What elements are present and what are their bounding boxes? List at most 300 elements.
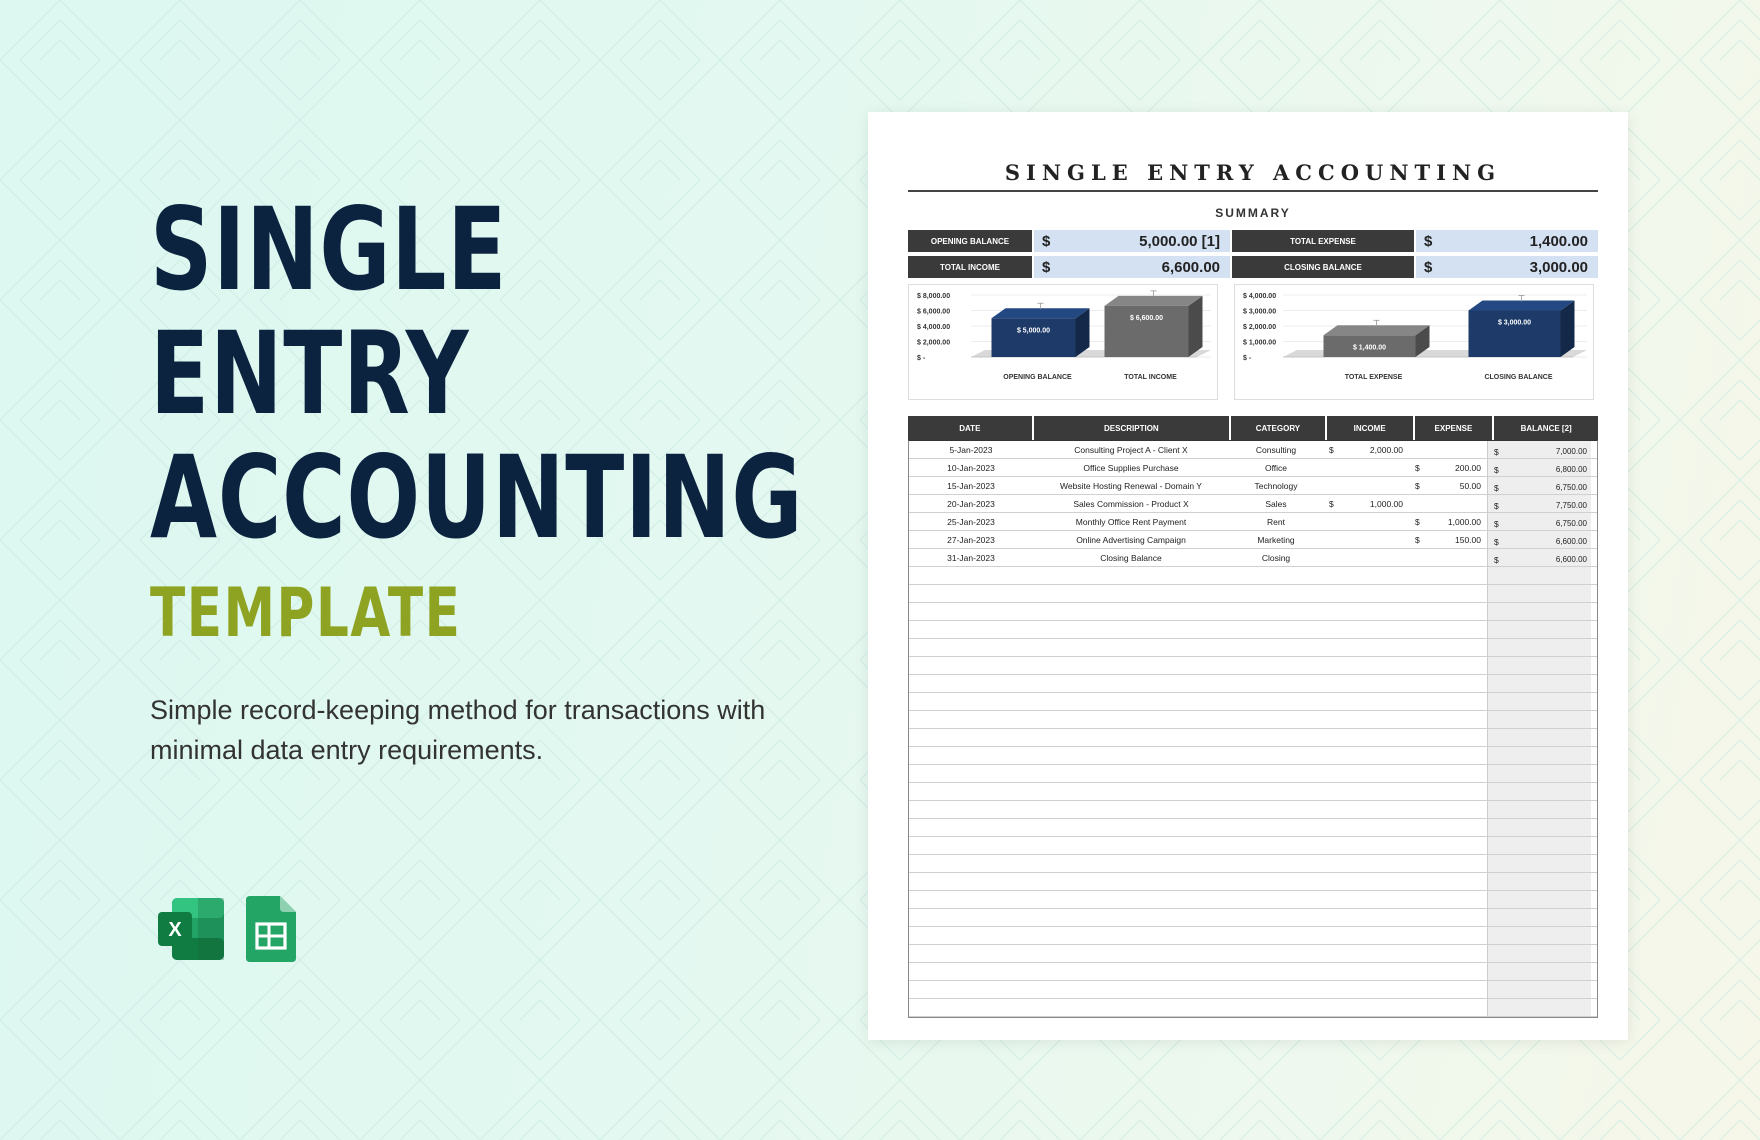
balance-cell[interactable] [1487, 945, 1591, 962]
balance-cell[interactable] [1487, 747, 1591, 764]
total-income-box [908, 256, 1230, 278]
description-cell[interactable] [1033, 747, 1229, 764]
date-cell[interactable] [909, 765, 1033, 782]
balance-cell[interactable] [1487, 477, 1591, 494]
expense-cell[interactable] [1409, 585, 1487, 602]
category-cell[interactable]: Marketing [1257, 534, 1295, 545]
currency-symbol: $ [1415, 534, 1420, 545]
currency-symbol: $ [1042, 259, 1051, 276]
empty-table-row [909, 909, 1597, 927]
date-cell[interactable] [909, 783, 1033, 800]
empty-table-row [909, 855, 1597, 873]
data-label: $ 3,000.00 [1497, 319, 1532, 327]
category-cell[interactable] [1229, 981, 1323, 998]
expense-cell[interactable] [1409, 927, 1487, 944]
balance-cell[interactable] [1487, 549, 1591, 566]
date-cell[interactable] [909, 801, 1033, 818]
income-cell[interactable] [1323, 657, 1409, 674]
category-cell[interactable] [1229, 891, 1323, 908]
category-cell[interactable] [1229, 621, 1323, 638]
expense-cell[interactable] [1409, 909, 1487, 926]
column-header-balance: BALANCE [2] [1494, 416, 1598, 440]
empty-table-row [909, 927, 1597, 945]
currency-symbol: $ [1494, 483, 1499, 493]
column-header-expense: EXPENSE [1415, 416, 1493, 440]
category-cell[interactable] [1229, 783, 1323, 800]
expense-cell-amount: 50.00 [1459, 480, 1481, 491]
description-cell[interactable] [1033, 819, 1229, 836]
income-cell[interactable] [1323, 531, 1409, 548]
date-cell[interactable] [909, 891, 1033, 908]
expense-cell[interactable] [1409, 513, 1487, 530]
table-row [909, 513, 1597, 531]
description-cell[interactable] [1033, 729, 1229, 746]
bar [1469, 311, 1561, 358]
date-cell[interactable] [909, 837, 1033, 854]
description-cell[interactable] [1033, 945, 1229, 962]
date-cell[interactable] [909, 927, 1033, 944]
description-cell[interactable] [1033, 603, 1229, 620]
balance-cell[interactable] [1487, 459, 1591, 476]
expense-cell[interactable] [1409, 621, 1487, 638]
column-header-description: DESCRIPTION [1034, 416, 1229, 440]
category-cell[interactable] [1229, 747, 1323, 764]
income-cell[interactable] [1323, 621, 1409, 638]
category-cell[interactable] [1229, 675, 1323, 692]
hero-subtitle: TEMPLATE [150, 574, 462, 653]
category-label: TOTAL INCOME [1124, 374, 1177, 381]
income-cell[interactable] [1323, 837, 1409, 854]
expense-cell[interactable] [1409, 945, 1487, 962]
income-cell[interactable] [1323, 639, 1409, 656]
table-row [909, 495, 1597, 513]
currency-symbol: $ [1415, 462, 1420, 473]
income-cell[interactable] [1323, 549, 1409, 566]
expense-cell[interactable] [1409, 801, 1487, 818]
description-cell[interactable] [1033, 891, 1229, 908]
income-cell[interactable] [1323, 495, 1409, 512]
expense-cell[interactable] [1409, 675, 1487, 692]
balance-cell[interactable] [1487, 855, 1591, 872]
date-cell[interactable] [909, 963, 1033, 980]
expense-cell[interactable] [1409, 693, 1487, 710]
balance-cell[interactable] [1487, 585, 1591, 602]
y-tick-label: $ 8,000.00 [917, 293, 951, 300]
y-tick-label: $ - [1243, 355, 1252, 362]
date-cell[interactable] [909, 855, 1033, 872]
category-cell[interactable] [1229, 837, 1323, 854]
date-cell[interactable] [909, 873, 1033, 890]
description-cell[interactable] [1033, 837, 1229, 854]
date-cell[interactable] [909, 819, 1033, 836]
balance-cell[interactable] [1487, 909, 1591, 926]
category-cell[interactable] [1229, 801, 1323, 818]
bar-top [1324, 325, 1430, 335]
category-cell[interactable]: Closing [1261, 552, 1291, 563]
category-cell[interactable]: Office [1264, 462, 1288, 473]
currency-symbol: $ [1329, 444, 1334, 455]
empty-table-row [909, 603, 1597, 621]
date-cell[interactable] [909, 657, 1033, 674]
expense-cell[interactable] [1409, 837, 1487, 854]
balance-cell[interactable] [1487, 603, 1591, 620]
description-cell[interactable] [1033, 909, 1229, 926]
description-cell[interactable] [1033, 981, 1229, 998]
chart-2-container [1234, 284, 1594, 400]
currency-symbol: $ [1494, 465, 1499, 475]
description-cell[interactable] [1033, 693, 1229, 710]
category-cell[interactable] [1229, 999, 1323, 1016]
currency-symbol: $ [1494, 537, 1499, 547]
empty-table-row [909, 585, 1597, 603]
expense-cell[interactable] [1409, 855, 1487, 872]
income-cell[interactable] [1323, 675, 1409, 692]
y-tick-label: $ - [917, 355, 926, 362]
income-cell[interactable] [1323, 747, 1409, 764]
table-row [909, 477, 1597, 495]
empty-table-row [909, 747, 1597, 765]
description-cell[interactable]: Website Hosting Renewal - Domain Y [1060, 480, 1202, 491]
balance-cell[interactable] [1487, 531, 1591, 548]
description-cell[interactable] [1033, 855, 1229, 872]
income-cell[interactable] [1323, 729, 1409, 746]
column-header-income: INCOME [1327, 416, 1413, 440]
description-cell[interactable] [1033, 657, 1229, 674]
balance-cell-amount: 7,750.00 [1555, 501, 1587, 510]
summary-label: SUMMARY [1215, 206, 1291, 220]
category-cell[interactable] [1229, 765, 1323, 782]
currency-symbol: $ [1494, 447, 1499, 457]
empty-table-row [909, 675, 1597, 693]
description-cell[interactable] [1033, 801, 1229, 818]
category-cell[interactable]: Rent [1267, 516, 1285, 527]
app-icons [156, 896, 298, 962]
balance-cell-amount: 6,750.00 [1555, 483, 1587, 492]
description-cell[interactable]: Monthly Office Rent Payment [1075, 516, 1187, 527]
empty-table-row [909, 891, 1597, 909]
date-cell[interactable] [909, 729, 1033, 746]
expense-cell[interactable] [1409, 891, 1487, 908]
expense-cell[interactable] [1409, 441, 1487, 458]
balance-cell[interactable] [1487, 927, 1591, 944]
hero-title-line-1: SINGLE [150, 183, 508, 316]
category-cell[interactable] [1229, 909, 1323, 926]
expense-cell[interactable] [1409, 495, 1487, 512]
data-label: $ 5,000.00 [1016, 327, 1051, 335]
empty-table-row [909, 963, 1597, 981]
expense-cell[interactable] [1409, 567, 1487, 584]
y-tick-label: $ 6,000.00 [917, 308, 951, 316]
category-cell[interactable] [1229, 945, 1323, 962]
balance-cell-amount: 6,800.00 [1555, 465, 1587, 474]
income-cell[interactable] [1323, 459, 1409, 476]
date-cell[interactable] [909, 675, 1033, 692]
balance-cell[interactable] [1487, 567, 1591, 584]
category-cell[interactable] [1229, 603, 1323, 620]
column-header-category: CATEGORY [1231, 416, 1325, 440]
category-cell[interactable] [1229, 819, 1323, 836]
income-cell[interactable] [1323, 927, 1409, 944]
currency-symbol: $ [1494, 501, 1499, 511]
expense-cell[interactable] [1409, 981, 1487, 998]
empty-table-row [909, 837, 1597, 855]
description-cell[interactable] [1033, 675, 1229, 692]
description-cell[interactable] [1033, 873, 1229, 890]
title-divider [908, 190, 1598, 192]
closing-balance-amount: 3,000.00 [1529, 259, 1588, 276]
balance-cell[interactable] [1487, 621, 1591, 638]
balance-cell-amount: 6,750.00 [1555, 519, 1587, 528]
balance-cell[interactable] [1487, 729, 1591, 746]
description-cell[interactable]: Office Supplies Purchase [1083, 462, 1179, 473]
income-cell[interactable] [1323, 801, 1409, 818]
total-expense-label: TOTAL EXPENSE [1232, 230, 1414, 252]
currency-symbol: $ [1042, 233, 1051, 250]
description-cell[interactable] [1033, 639, 1229, 656]
expense-cell[interactable] [1409, 963, 1487, 980]
currency-symbol: $ [1424, 259, 1433, 276]
y-tick-label: $ 2,000.00 [1243, 324, 1277, 331]
balance-cell[interactable] [1487, 963, 1591, 980]
expense-cell[interactable] [1409, 477, 1487, 494]
description-cell[interactable] [1033, 567, 1229, 584]
date-cell[interactable]: 27-Jan-2023 [947, 534, 995, 545]
expense-cell[interactable] [1409, 999, 1487, 1016]
balance-cell[interactable] [1487, 513, 1591, 530]
balance-cell[interactable] [1487, 711, 1591, 728]
balance-cell[interactable] [1487, 801, 1591, 818]
date-cell[interactable] [909, 999, 1033, 1016]
date-cell[interactable]: 25-Jan-2023 [947, 516, 995, 527]
empty-table-row [909, 981, 1597, 999]
y-tick-label: $ 1,000.00 [1243, 339, 1277, 347]
empty-table-row [909, 783, 1597, 801]
bar-top [1105, 296, 1203, 306]
balance-cell[interactable] [1487, 441, 1591, 458]
category-label: CLOSING BALANCE [1484, 374, 1553, 381]
income-cell[interactable] [1323, 981, 1409, 998]
date-cell[interactable] [909, 693, 1033, 710]
income-cell-amount: 1,000.00 [1369, 498, 1403, 509]
balance-cell[interactable] [1487, 639, 1591, 656]
date-cell[interactable] [909, 909, 1033, 926]
date-cell[interactable] [909, 747, 1033, 764]
chart-1-container [908, 284, 1218, 400]
income-cell[interactable] [1323, 963, 1409, 980]
empty-table-row [909, 819, 1597, 837]
income-cell[interactable] [1323, 513, 1409, 530]
transactions-table [908, 416, 1598, 1018]
category-cell[interactable] [1229, 855, 1323, 872]
category-cell[interactable]: Consulting [1255, 444, 1297, 455]
date-cell[interactable]: 10-Jan-2023 [947, 462, 995, 473]
income-cell[interactable] [1323, 765, 1409, 782]
description-cell[interactable] [1033, 999, 1229, 1016]
expense-cell-amount: 150.00 [1455, 534, 1481, 545]
income-cell[interactable] [1323, 945, 1409, 962]
date-cell[interactable] [909, 603, 1033, 620]
category-label: OPENING BALANCE [1003, 374, 1072, 381]
expense-cell-amount: 200.00 [1455, 462, 1481, 473]
date-cell[interactable] [909, 567, 1033, 584]
expense-cell[interactable] [1409, 729, 1487, 746]
expense-cell[interactable] [1409, 459, 1487, 476]
date-cell[interactable]: 31-Jan-2023 [947, 552, 995, 563]
category-cell[interactable] [1229, 963, 1323, 980]
balance-cell[interactable] [1487, 819, 1591, 836]
hero-title-line-3: ACCOUNTING [150, 431, 804, 564]
table-header [908, 416, 1598, 440]
category-cell[interactable] [1229, 567, 1323, 584]
date-cell[interactable] [909, 639, 1033, 656]
income-cell[interactable] [1323, 873, 1409, 890]
expense-cell[interactable] [1409, 711, 1487, 728]
currency-symbol: $ [1329, 498, 1334, 509]
income-cell[interactable] [1323, 603, 1409, 620]
expense-cell[interactable] [1409, 747, 1487, 764]
expense-cell[interactable] [1409, 531, 1487, 548]
currency-symbol: $ [1494, 555, 1499, 565]
balance-cell[interactable] [1487, 693, 1591, 710]
income-cell[interactable] [1323, 891, 1409, 908]
bar [992, 318, 1076, 357]
empty-table-row [909, 639, 1597, 657]
income-cell[interactable] [1323, 909, 1409, 926]
data-label: $ 6,600.00 [1129, 314, 1164, 322]
balance-cell[interactable] [1487, 783, 1591, 800]
empty-table-row [909, 999, 1597, 1017]
category-cell[interactable]: Sales [1265, 498, 1287, 509]
income-cell[interactable] [1323, 441, 1409, 458]
empty-table-row [909, 801, 1597, 819]
y-tick-label: $ 3,000.00 [1243, 308, 1277, 316]
currency-symbol: $ [1415, 480, 1420, 491]
balance-cell[interactable] [1487, 657, 1591, 674]
table-row [909, 549, 1597, 567]
opening-balance-box [908, 230, 1230, 252]
balance-cell[interactable] [1487, 891, 1591, 908]
income-cell[interactable] [1323, 999, 1409, 1016]
closing-balance-box [1232, 256, 1598, 278]
income-cell[interactable] [1323, 783, 1409, 800]
chart-expense-vs-closing [1235, 285, 1593, 399]
income-cell[interactable] [1323, 477, 1409, 494]
total-expense-value [1416, 230, 1598, 252]
balance-cell[interactable] [1487, 675, 1591, 692]
description-cell[interactable] [1033, 963, 1229, 980]
spreadsheet-preview [868, 112, 1628, 1040]
table-row [909, 459, 1597, 477]
currency-symbol: $ [1415, 516, 1420, 527]
closing-balance-value [1416, 256, 1598, 278]
date-cell[interactable] [909, 711, 1033, 728]
date-cell[interactable] [909, 585, 1033, 602]
category-cell[interactable] [1229, 873, 1323, 890]
y-tick-label: $ 4,000.00 [917, 324, 951, 331]
date-cell[interactable] [909, 945, 1033, 962]
income-cell[interactable] [1323, 855, 1409, 872]
category-cell[interactable] [1229, 693, 1323, 710]
balance-cell[interactable] [1487, 495, 1591, 512]
balance-cell[interactable] [1487, 981, 1591, 998]
empty-table-row [909, 945, 1597, 963]
income-cell[interactable] [1323, 585, 1409, 602]
category-cell[interactable] [1229, 729, 1323, 746]
category-cell[interactable] [1229, 657, 1323, 674]
expense-cell[interactable] [1409, 549, 1487, 566]
income-cell[interactable] [1323, 693, 1409, 710]
bar-top [1469, 301, 1575, 311]
expense-cell[interactable] [1409, 873, 1487, 890]
description-cell[interactable] [1033, 927, 1229, 944]
category-cell[interactable] [1229, 711, 1323, 728]
category-cell[interactable]: Technology [1254, 480, 1298, 491]
expense-cell[interactable] [1409, 783, 1487, 800]
empty-table-row [909, 621, 1597, 639]
expense-cell[interactable] [1409, 657, 1487, 674]
balance-cell[interactable] [1487, 999, 1591, 1016]
description-cell[interactable]: Closing Balance [1100, 552, 1162, 563]
date-cell[interactable]: 5-Jan-2023 [949, 444, 993, 455]
currency-symbol: $ [1424, 233, 1433, 250]
expense-cell[interactable] [1409, 819, 1487, 836]
date-cell[interactable] [909, 621, 1033, 638]
expense-cell[interactable] [1409, 765, 1487, 782]
income-cell[interactable] [1323, 567, 1409, 584]
opening-balance-value [1034, 230, 1230, 252]
description-cell[interactable]: Sales Commission - Product X [1073, 498, 1189, 509]
description-cell[interactable] [1033, 783, 1229, 800]
balance-cell[interactable] [1487, 873, 1591, 890]
expense-cell-amount: 1,000.00 [1447, 516, 1481, 527]
description-cell[interactable]: Consulting Project A - Client X [1074, 444, 1188, 455]
table-row [909, 531, 1597, 549]
balance-cell[interactable] [1487, 765, 1591, 782]
empty-table-row [909, 567, 1597, 585]
date-cell[interactable]: 20-Jan-2023 [947, 498, 995, 509]
empty-table-row [909, 873, 1597, 891]
excel-letter: X [168, 919, 182, 941]
income-cell[interactable] [1323, 819, 1409, 836]
balance-cell-amount: 6,600.00 [1555, 555, 1587, 564]
description-cell[interactable] [1033, 621, 1229, 638]
category-cell[interactable] [1229, 585, 1323, 602]
expense-cell[interactable] [1409, 603, 1487, 620]
income-cell-amount: 2,000.00 [1369, 444, 1403, 455]
empty-table-row [909, 693, 1597, 711]
category-cell[interactable] [1229, 927, 1323, 944]
date-cell[interactable] [909, 981, 1033, 998]
description-cell[interactable] [1033, 711, 1229, 728]
bar-side [1189, 296, 1203, 357]
expense-cell[interactable] [1409, 639, 1487, 656]
hero-title [150, 183, 804, 564]
hero-description: Simple record-keeping method for transactions with minimal data entry requirements. [150, 695, 766, 765]
description-cell[interactable]: Online Advertising Campaign [1076, 534, 1186, 545]
bar-top [992, 308, 1090, 318]
table-body [908, 440, 1598, 1018]
opening-balance-amount: 5,000.00 [1] [1139, 233, 1220, 250]
description-cell[interactable] [1033, 585, 1229, 602]
description-cell[interactable] [1033, 765, 1229, 782]
category-cell[interactable] [1229, 639, 1323, 656]
income-cell[interactable] [1323, 711, 1409, 728]
empty-table-row [909, 657, 1597, 675]
category-label: TOTAL EXPENSE [1344, 374, 1403, 381]
data-label: $ 1,400.00 [1352, 344, 1387, 352]
balance-cell[interactable] [1487, 837, 1591, 854]
date-cell[interactable]: 15-Jan-2023 [947, 480, 995, 491]
